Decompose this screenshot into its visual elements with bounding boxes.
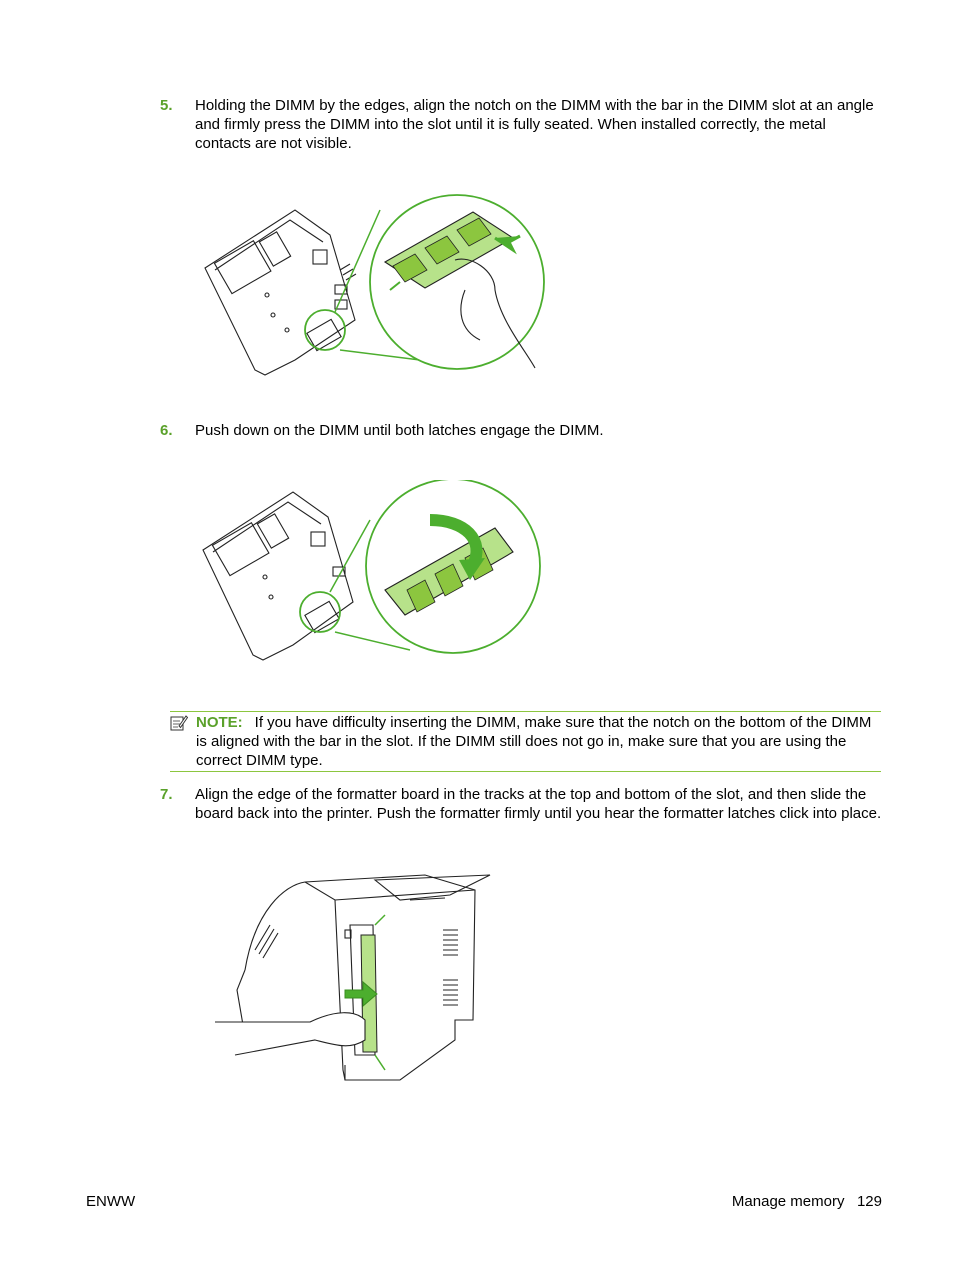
step-6	[160, 421, 885, 440]
note-pencil-icon	[170, 714, 188, 732]
step-text: Holding the DIMM by the edges, align the notch on the DIMM with the bar in the DIMM slot at an angle and firmly press the DIMM into the slot until it is fully seated. When installed correctly, the metal contacts are not visible.	[195, 97, 874, 153]
step-number: 7.	[160, 786, 173, 803]
step-text: Align the edge of the formatter board in the tracks at the top and bottom of the slot, and then slide the board back into the printer. Push the formatter firmly until you hear the formatter latches click into place.	[195, 786, 882, 823]
formatter-install-illustration	[215, 870, 495, 1085]
step-7	[160, 785, 885, 823]
note-label: NOTE:	[196, 714, 243, 731]
footer-left: ENWW	[86, 1193, 136, 1210]
step-text: Push down on the DIMM until both latches engage the DIMM.	[195, 422, 604, 439]
dimm-insert-illustration	[195, 190, 550, 380]
note-content	[196, 713, 881, 771]
note-text: If you have difficulty inserting the DIMM, make sure that the notch on the bottom of the DIMM is aligned with the bar in the slot. If the DIMM still does not go in, make sure that you are using the correct DIMM type.	[196, 714, 872, 770]
step-number: 5.	[160, 97, 173, 114]
dimm-push-down-illustration	[195, 480, 545, 665]
step-number: 6.	[160, 422, 173, 439]
step-5	[160, 96, 885, 154]
note-box	[170, 711, 881, 772]
footer-right: Manage memory 129	[731, 1193, 882, 1210]
